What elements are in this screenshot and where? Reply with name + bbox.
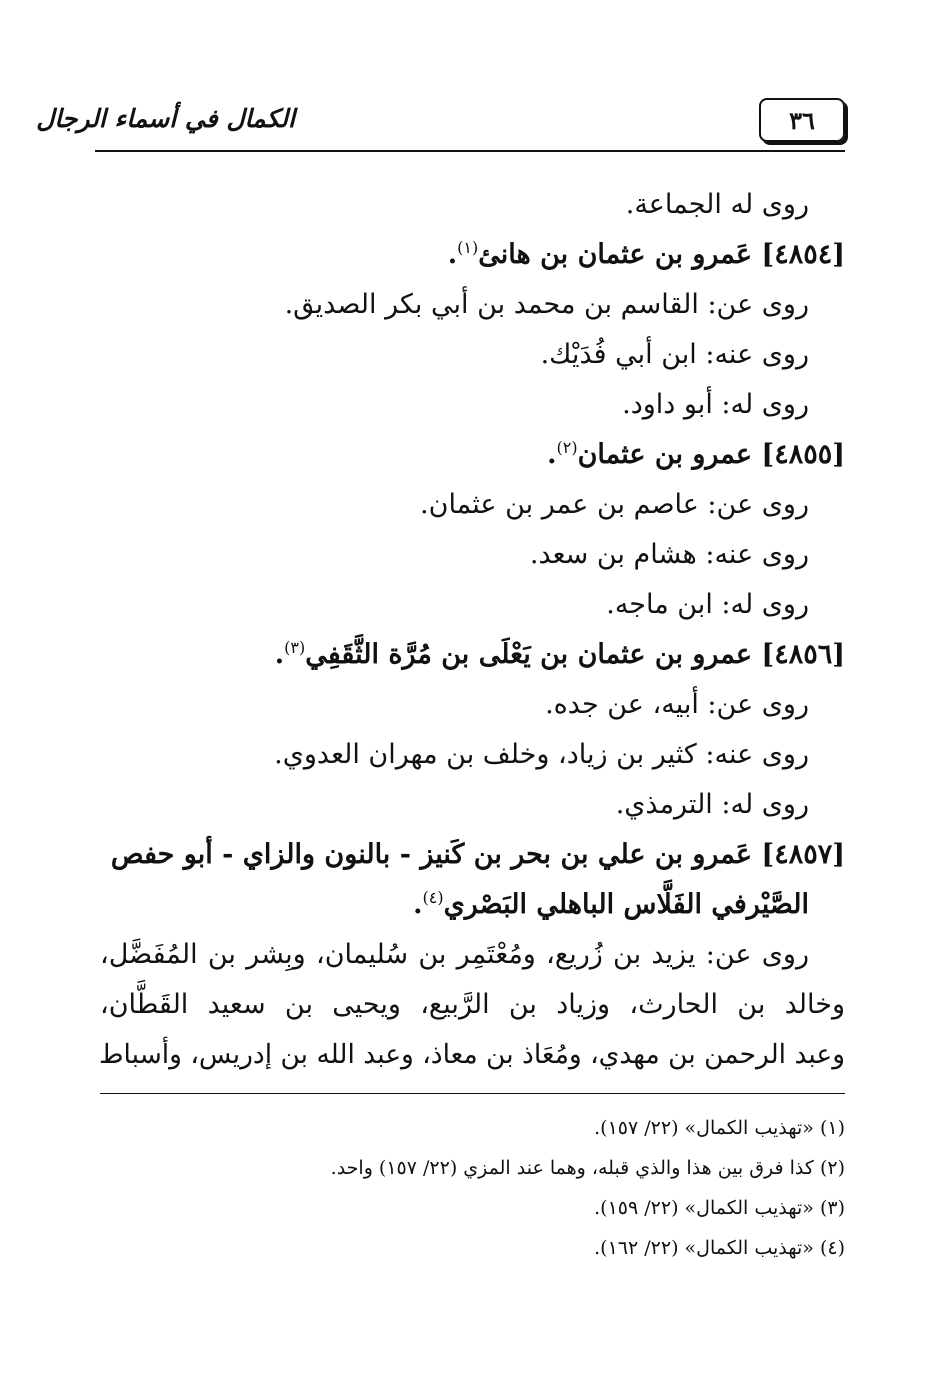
narrators-paragraph xyxy=(100,930,845,1080)
text-line: روى له الجماعة. xyxy=(625,189,809,220)
footnote: (٢) كذا فرق بين هذا والذي قبله، وهما عند المزي (٢٢/ ١٥٧) واحد. xyxy=(330,1157,845,1179)
text-line: روى عن: القاسم بن محمد بن أبي بكر الصديق. xyxy=(284,289,809,320)
text-line: روى عن: عاصم بن عمر بن عثمان. xyxy=(420,489,809,520)
text-line: وعبد الرحمن بن مهدي، ومُعَاذ بن معاذ، وعبد الله بن إدريس، وأسباط xyxy=(99,1039,845,1070)
entry-number: [٤٨٥٥] xyxy=(761,439,845,470)
entry-name: عمرو بن عثمان xyxy=(577,439,753,470)
text-line: روى عن: أبيه، عن جده. xyxy=(545,689,809,720)
entry-period: . xyxy=(547,439,557,470)
entry-heading-line xyxy=(100,830,845,880)
text-line: روى عنه: ابن أبي فُدَيْك. xyxy=(540,339,809,370)
entry-name: عمرو بن عثمان بن يَعْلَى بن مُرَّة الثَّقَفِي xyxy=(305,639,753,670)
entry-heading-line xyxy=(100,880,845,930)
entry-heading-4855 xyxy=(100,430,845,480)
page-body xyxy=(100,180,845,1080)
book-title: الكمال في أسماء الرجال xyxy=(36,104,295,133)
text-line: وخالد بن الحارث، وزياد بن الرَّبيع، ويحيى بن سعيد القَطَّان، xyxy=(100,989,845,1020)
entry-period: . xyxy=(413,889,423,920)
footnote: (٤) «تهذيب الكمال» (٢٢/ ١٦٢). xyxy=(594,1237,845,1259)
footnote-marker: (٤) xyxy=(422,888,444,907)
entry-heading-4857 xyxy=(100,830,845,930)
entry-name-continued: الصَّيْرفي الفَلَّاس الباهلي البَصْري xyxy=(443,889,809,920)
text-line: روى له: أبو داود. xyxy=(622,389,809,420)
entry-heading-4854 xyxy=(100,230,845,280)
entry-number: [٤٨٥٤] xyxy=(761,239,845,270)
footnote: (٣) «تهذيب الكمال» (٢٢/ ١٥٩). xyxy=(594,1197,845,1219)
footnote-marker: (٢) xyxy=(556,438,578,457)
entry-number: [٤٨٥٦] xyxy=(761,639,845,670)
entry-name: عَمرو بن علي بن بحر بن كَنيز - بالنون والزاي - أبو حفص xyxy=(110,839,753,870)
entry-heading-4856 xyxy=(100,630,845,680)
page-number: ٣٦ xyxy=(759,98,845,142)
entry-name: عَمرو بن عثمان بن هانئ xyxy=(478,239,753,270)
footnote-marker: (١) xyxy=(457,238,479,257)
text-line: روى عن: يزيد بن زُريع، ومُعْتَمِر بن سُليمان، وبِشر بن المُفَضَّل، xyxy=(100,939,809,970)
footnote: (١) «تهذيب الكمال» (٢٢/ ١٥٧). xyxy=(594,1117,845,1139)
text-line: روى عنه: هشام بن سعد. xyxy=(529,539,809,570)
footnote-divider xyxy=(100,1093,845,1094)
text-line: روى له: الترمذي. xyxy=(615,789,809,820)
text-line: روى عنه: كثير بن زياد، وخلف بن مهران العدوي. xyxy=(274,739,809,770)
page-header xyxy=(36,88,845,152)
header-divider xyxy=(95,150,845,152)
footnote-marker: (٣) xyxy=(284,638,306,657)
entry-number: [٤٨٥٧] xyxy=(761,839,845,870)
text-line: روى له: ابن ماجه. xyxy=(606,589,809,620)
entry-period: . xyxy=(274,639,285,670)
footnotes xyxy=(100,1108,845,1268)
entry-period: . xyxy=(447,239,458,270)
